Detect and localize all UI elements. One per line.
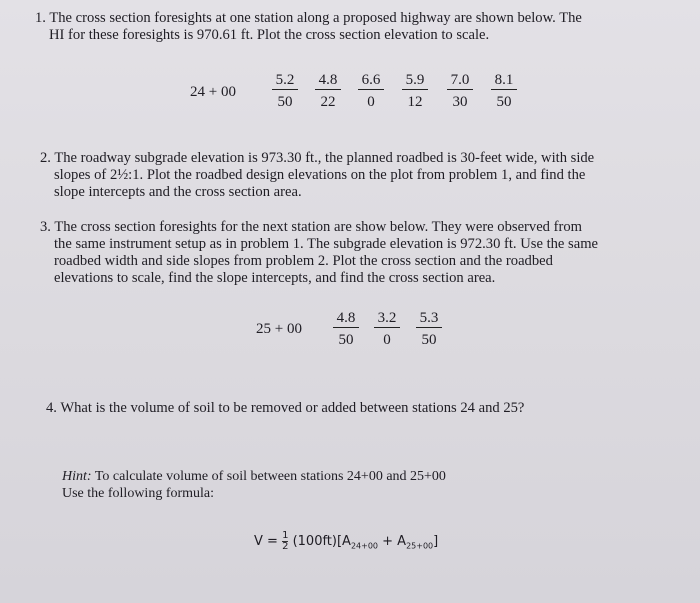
rod-reading: 4.8 — [333, 310, 359, 328]
problem-line: What is the volume of soil to be removed or added between stations 24 and 25? — [60, 400, 525, 416]
formula-body: (100ft)[A — [292, 534, 351, 549]
foresight-fraction — [416, 310, 442, 349]
offset-distance: 12 — [407, 94, 423, 110]
offset-distance: 30 — [452, 94, 468, 110]
rod-reading: 5.9 — [402, 72, 428, 90]
offset-distance: 50 — [421, 332, 437, 348]
foresight-fraction — [491, 72, 517, 111]
problem-number: 4. — [46, 400, 57, 416]
problem-number: 3. — [40, 219, 51, 235]
fraction-denominator: 2 — [282, 541, 289, 552]
hint-line: Use the following formula: — [62, 486, 215, 501]
rod-reading: 3.2 — [374, 310, 400, 328]
foresight-fraction — [402, 72, 428, 111]
problem-line: The cross section foresights for the next station are show below. They were observed from — [54, 219, 582, 235]
subscript-24: 24+00 — [350, 541, 379, 551]
subscript-25: 25+00 — [406, 541, 434, 551]
problem-2 — [40, 150, 594, 201]
rod-reading: 8.1 — [491, 72, 517, 90]
hint-line: To calculate volume of soil between stations 24+00 and 25+00 — [94, 469, 446, 484]
problem-line: The cross section foresights at one station along a proposed highway are shown below. The — [49, 10, 582, 26]
formula-lhs: V = — [254, 534, 278, 549]
offset-distance: 22 — [320, 94, 336, 110]
rod-reading: 5.3 — [416, 310, 442, 328]
rod-reading: 7.0 — [447, 72, 473, 90]
rod-reading: 6.6 — [358, 72, 384, 90]
formula-plus: + A — [378, 534, 407, 549]
problem-1 — [35, 10, 582, 44]
foresight-fraction — [358, 72, 384, 111]
half-fraction — [282, 531, 288, 552]
problem-line: roadbed width and side slopes from problem 2. Plot the cross section and the roadbed — [54, 253, 553, 269]
station-label: 24 + 00 — [190, 84, 236, 100]
offset-distance: 50 — [277, 94, 293, 110]
problem-4 — [46, 400, 524, 417]
rod-reading: 4.8 — [315, 72, 341, 90]
hint-label: Hint: — [62, 469, 92, 484]
problem-line: The roadway subgrade elevation is 973.30 ft., the planned roadbed is 30-feet wide, with side — [54, 150, 595, 166]
offset-distance: 0 — [383, 332, 391, 348]
station-label: 25 + 00 — [256, 321, 302, 337]
foresight-fraction — [333, 310, 359, 349]
problem-number: 2. — [40, 150, 51, 166]
foresight-fraction — [374, 310, 400, 349]
foresight-fraction — [272, 72, 298, 111]
problem-line: elevations to scale, find the slope intercepts, and find the cross section area. — [54, 270, 496, 286]
foresight-fraction — [447, 72, 473, 111]
formula-close: ] — [433, 534, 439, 549]
offset-distance: 0 — [367, 94, 375, 110]
foresight-fraction — [315, 72, 341, 111]
offset-distance: 50 — [338, 332, 354, 348]
problem-line: the same instrument setup as in problem 1. The subgrade elevation is 972.30 ft. Use the same — [54, 236, 599, 252]
volume-formula — [254, 531, 438, 552]
rod-reading: 5.2 — [272, 72, 298, 90]
problem-line: slope intercepts and the cross section area. — [54, 184, 302, 200]
problem-line: HI for these foresights is 970.61 ft. Plot the cross section elevation to scale. — [49, 27, 490, 43]
problem-number: 1. — [35, 10, 46, 26]
hint-block — [62, 468, 446, 502]
offset-distance: 50 — [496, 94, 512, 110]
fraction-numerator: 1 — [282, 530, 289, 541]
problem-3 — [40, 219, 598, 287]
problem-line: slopes of 2½:1. Plot the roadbed design elevations on the plot from problem 1, and find the — [54, 167, 586, 183]
